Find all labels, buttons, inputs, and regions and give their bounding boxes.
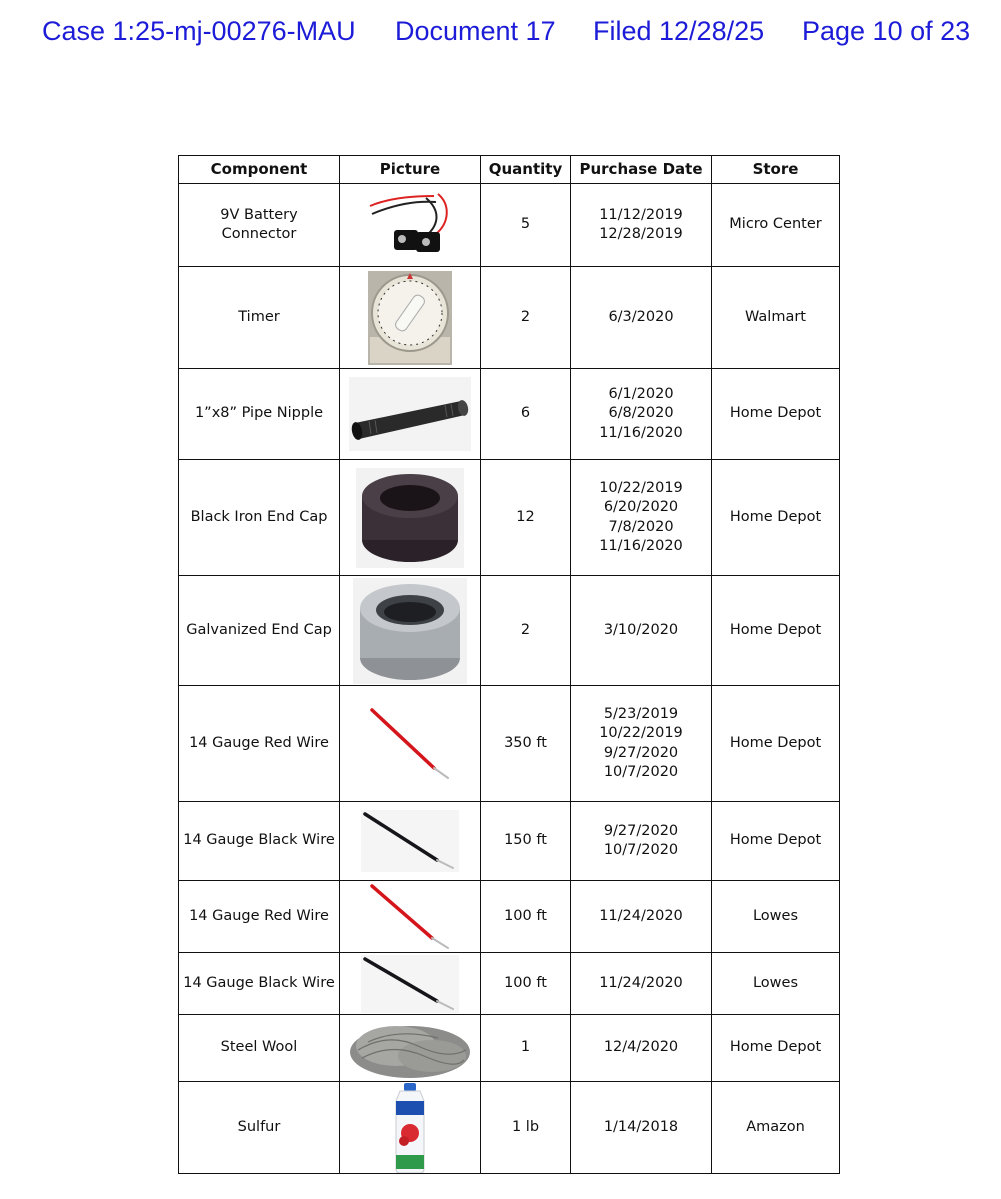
quantity-cell: 12 <box>481 460 571 576</box>
table-row <box>179 881 840 953</box>
purchase-date: 1/14/2018 <box>603 1118 679 1135</box>
picture-cell <box>340 953 481 1015</box>
galvanized-end-cap-icon <box>353 578 467 684</box>
table-row <box>179 267 840 369</box>
purchase-date: 10/22/2019 <box>599 725 683 741</box>
picture-cell <box>340 686 481 802</box>
header-purchase-date: Purchase Date <box>571 156 712 184</box>
picture-cell <box>340 1082 481 1174</box>
store-cell: Lowes <box>712 881 840 953</box>
purchase-date: 11/16/2020 <box>599 538 683 554</box>
purchase-date: 11/16/2020 <box>599 424 683 441</box>
component-cell: Timer <box>179 267 340 369</box>
store-cell: Home Depot <box>712 686 840 802</box>
purchase-date-cell <box>571 1082 712 1174</box>
store-cell: Micro Center <box>712 184 840 267</box>
store-cell: Home Depot <box>712 576 840 686</box>
purchase-date: 6/1/2020 <box>608 385 674 402</box>
case-header <box>0 13 1001 49</box>
purchase-date: 6/3/2020 <box>608 308 674 325</box>
purchase-date: 12/28/2019 <box>599 226 683 242</box>
table-row <box>179 460 840 576</box>
quantity-cell: 6 <box>481 369 571 460</box>
quantity-cell: 100 ft <box>481 881 571 953</box>
purchase-date-cell <box>571 460 712 576</box>
store-cell: Walmart <box>712 267 840 369</box>
purchase-date-cell <box>571 267 712 369</box>
picture-cell <box>340 1015 481 1082</box>
store-cell: Home Depot <box>712 460 840 576</box>
purchase-date: 9/27/2020 <box>603 744 679 761</box>
black-end-cap-icon <box>356 468 464 568</box>
quantity-cell: 350 ft <box>481 686 571 802</box>
store-cell: Home Depot <box>712 802 840 881</box>
picture-cell <box>340 267 481 369</box>
purchase-date-cell <box>571 953 712 1015</box>
purchase-date: 7/8/2020 <box>608 518 674 535</box>
table-row <box>179 576 840 686</box>
sulfur-bottle-icon <box>390 1083 430 1173</box>
picture-cell <box>340 576 481 686</box>
table-row <box>179 802 840 881</box>
battery-connector-icon <box>364 188 456 262</box>
purchase-date-cell <box>571 1015 712 1082</box>
document-number: Document 17 <box>395 16 556 46</box>
table-row <box>179 686 840 802</box>
purchase-date-cell <box>571 686 712 802</box>
store-cell: Amazon <box>712 1082 840 1174</box>
purchase-date: 6/8/2020 <box>608 405 674 422</box>
purchase-date: 5/23/2019 <box>603 705 679 722</box>
component-cell: 14 Gauge Black Wire <box>179 802 340 881</box>
component-cell: 14 Gauge Black Wire <box>179 953 340 1015</box>
purchase-date: 10/22/2019 <box>599 479 683 496</box>
component-cell: 14 Gauge Red Wire <box>179 881 340 953</box>
component-cell: 9V Battery Connector <box>179 184 340 267</box>
purchase-date-cell <box>571 369 712 460</box>
purchase-date: 9/27/2020 <box>603 822 679 839</box>
component-cell: Galvanized End Cap <box>179 576 340 686</box>
components-table <box>178 155 840 1174</box>
component-cell: 1”x8” Pipe Nipple <box>179 369 340 460</box>
purchase-date-cell <box>571 576 712 686</box>
header-picture: Picture <box>340 156 481 184</box>
filed-date: Filed 12/28/25 <box>593 16 765 46</box>
purchase-date-cell <box>571 184 712 267</box>
quantity-cell: 1 lb <box>481 1082 571 1174</box>
picture-cell <box>340 460 481 576</box>
picture-cell <box>340 802 481 881</box>
purchase-date: 11/24/2020 <box>599 974 683 991</box>
timer-icon <box>366 269 454 367</box>
quantity-cell: 5 <box>481 184 571 267</box>
table-row <box>179 953 840 1015</box>
store-cell: Home Depot <box>712 369 840 460</box>
red-wire-icon <box>362 882 458 952</box>
picture-cell <box>340 369 481 460</box>
component-cell: Black Iron End Cap <box>179 460 340 576</box>
table-row <box>179 369 840 460</box>
header-component: Component <box>179 156 340 184</box>
purchase-date: 10/7/2020 <box>603 842 679 858</box>
component-cell: Steel Wool <box>179 1015 340 1082</box>
quantity-cell: 2 <box>481 267 571 369</box>
table-header-row <box>179 156 840 184</box>
store-cell: Home Depot <box>712 1015 840 1082</box>
pipe-nipple-icon <box>349 377 471 451</box>
table-row <box>179 1015 840 1082</box>
red-wire-icon <box>362 704 458 784</box>
purchase-date: 12/4/2020 <box>603 1039 679 1056</box>
black-wire-icon <box>361 955 459 1013</box>
purchase-date: 3/10/2020 <box>603 621 679 638</box>
store-cell: Lowes <box>712 953 840 1015</box>
quantity-cell: 100 ft <box>481 953 571 1015</box>
table-row <box>179 184 840 267</box>
purchase-date: 10/7/2020 <box>603 764 679 780</box>
black-wire-icon <box>361 810 459 872</box>
quantity-cell: 1 <box>481 1015 571 1082</box>
purchase-date-cell <box>571 802 712 881</box>
picture-cell <box>340 881 481 953</box>
header-quantity: Quantity <box>481 156 571 184</box>
purchase-date: 11/12/2019 <box>599 206 683 223</box>
page-number: Page 10 of 23 <box>802 16 971 46</box>
case-number: Case 1:25-mj-00276-MAU <box>42 16 356 46</box>
purchase-date-cell <box>571 881 712 953</box>
component-cell: Sulfur <box>179 1082 340 1174</box>
quantity-cell: 150 ft <box>481 802 571 881</box>
quantity-cell: 2 <box>481 576 571 686</box>
table-row <box>179 1082 840 1174</box>
steel-wool-icon <box>348 1016 472 1080</box>
purchase-date: 6/20/2020 <box>603 499 679 515</box>
purchase-date: 11/24/2020 <box>599 907 683 924</box>
component-cell: 14 Gauge Red Wire <box>179 686 340 802</box>
header-store: Store <box>712 156 840 184</box>
picture-cell <box>340 184 481 267</box>
